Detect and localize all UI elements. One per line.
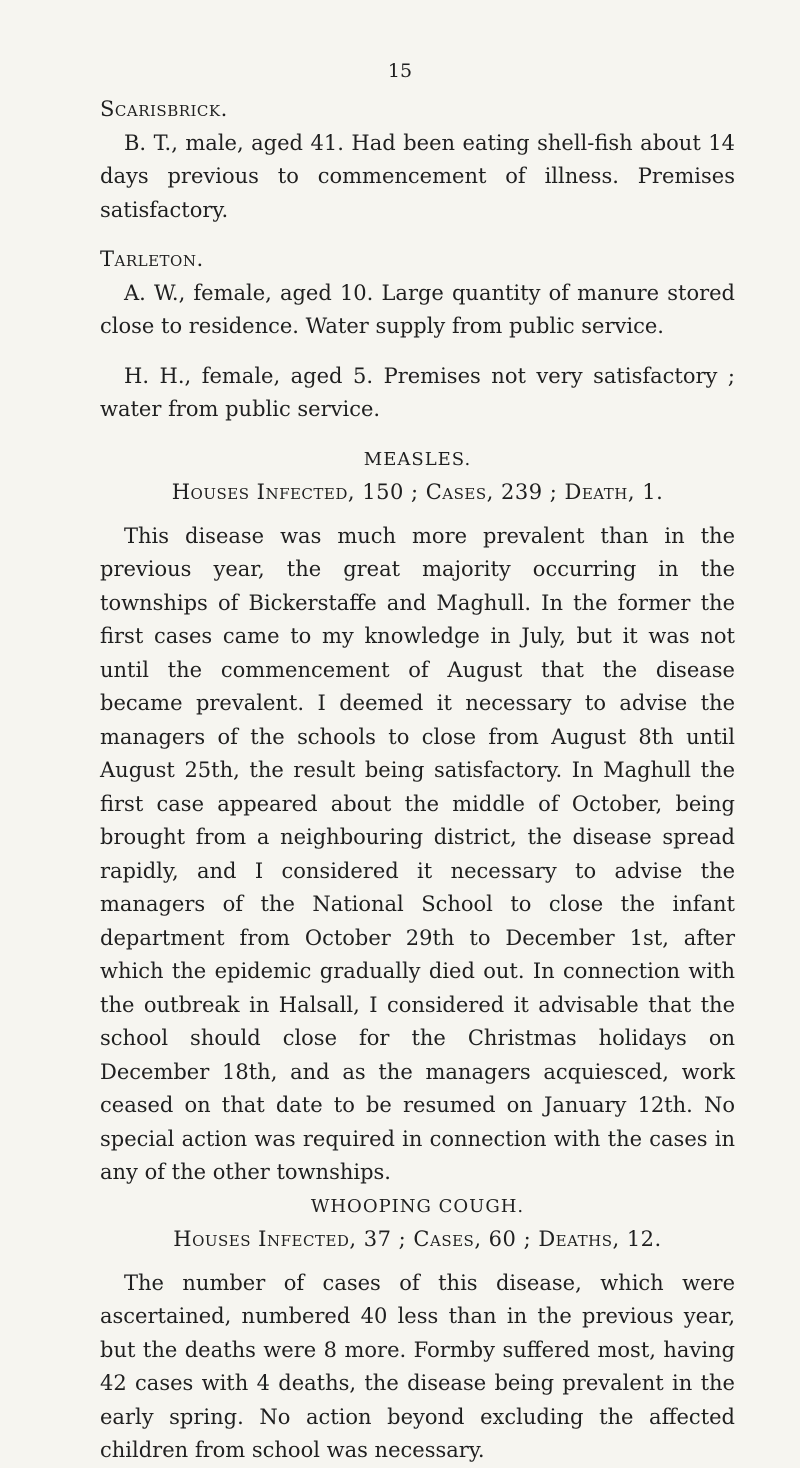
measles-stats: Houses Infected, 150 ; Cases, 239 ; Death, 1. — [171, 480, 664, 504]
whooping-cough-body: The number of cases of this disease, which were ascertained, numbered 40 less than in the previous year, but the deaths were 8 more. Formby suffered most, having 42 cases with 4 deaths, the disease being prevalent in the early spring. No action beyond excluding the affected children from school was necessary. — [100, 1270, 735, 1462]
case-paragraph: B. T., male, aged 41. Had been eating shell-fish about 14 days previous to commencement of illness. Premises satisfactory. — [100, 130, 735, 222]
section-heading-scarisbrick: Scarisbrick. — [100, 97, 228, 121]
whooping-cough-title: WHOOPING COUGH. — [310, 1195, 525, 1217]
case-paragraph: H. H., female, aged 5. Premises not very satisfactory ; water from public service. — [100, 363, 735, 421]
section-heading-tarleton: Tarleton. — [100, 247, 204, 271]
measles-body: This disease was much more prevalent than in the previous year, the great majority occurring in the townships of Bickerstaffe and Maghull. In the former the first cases came to my knowledge in July, but it was not until the commencement of August that the disease became prevalent. I deemed it necessary to advise the managers of the schools to close from August 8th until August 25th, the result being satisfactory. In Maghull the first case appeared about the middle of October, being brought from a neighbouring district, the disease spread rapidly, and I considered it necessary to advise the managers of the National School to close the infant department from October 29th to December 1st, after which the epidemic gradually died out. In connection with the outbreak in Halsall, I considered it advisable that the school should close for the Christmas holidays on December 18th, and as the managers acquiesced, work ceased on that date to be resumed on January 12th. No special action was required in connection with the cases in any of the other townships. — [100, 523, 735, 1184]
whooping-cough-stats: Houses Infected, 37 ; Cases, 60 ; Deaths, 12. — [173, 1227, 662, 1251]
measles-title: MEASLES. — [363, 448, 472, 470]
case-paragraph: A. W., female, aged 10. Large quantity of manure stored close to residence. Water supply from public service. — [100, 280, 735, 338]
page-content — [100, 93, 735, 1468]
page-number: 15 — [387, 60, 413, 82]
